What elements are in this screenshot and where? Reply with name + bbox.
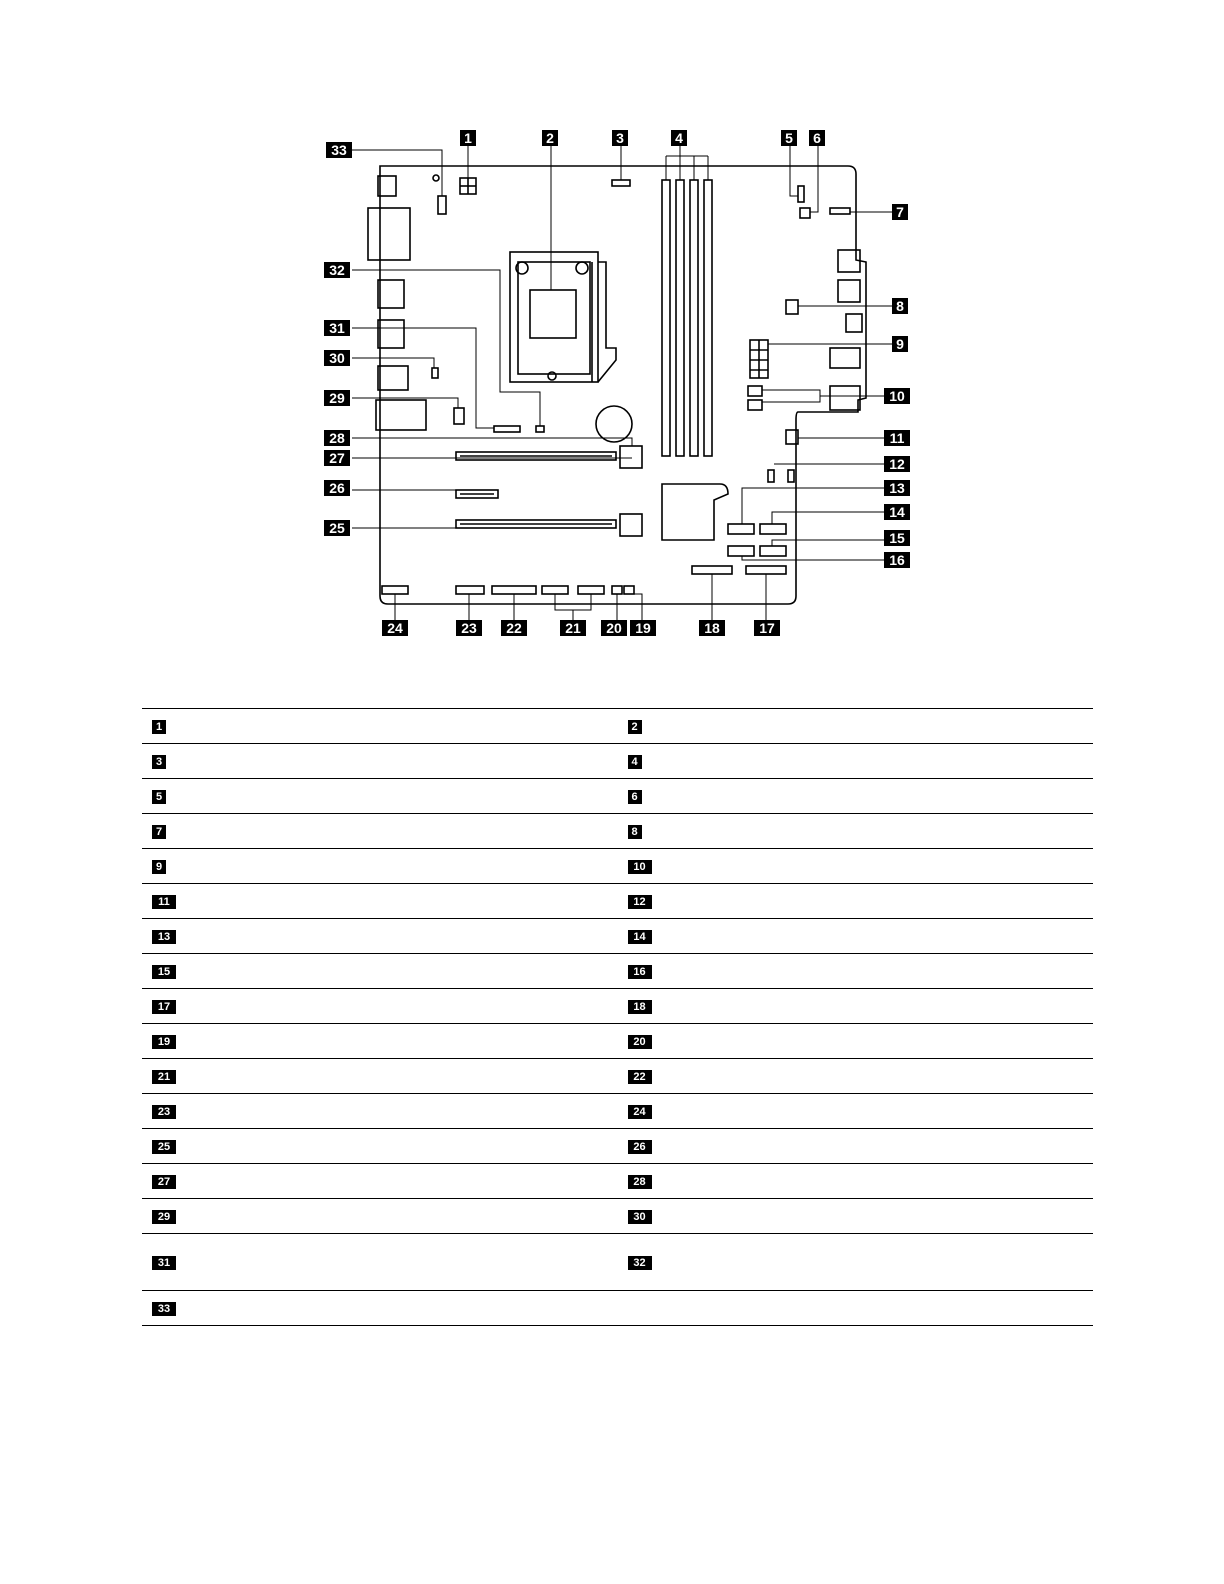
callout-1: [460, 130, 476, 146]
legend-cell-left: [142, 1024, 618, 1059]
callout-21: [560, 620, 586, 636]
legend-number-badge: 10: [628, 860, 652, 874]
legend-cell-left: [142, 1094, 618, 1129]
legend-cell-left: [142, 1129, 618, 1164]
svg-text:14: 14: [889, 504, 905, 520]
legend-number-badge: 22: [628, 1070, 652, 1084]
legend-number-badge: 15: [152, 965, 176, 979]
legend-row: [142, 814, 1093, 849]
legend-cell-left: [142, 744, 618, 779]
legend-number-badge: 24: [628, 1105, 652, 1119]
svg-text:8: 8: [896, 298, 904, 314]
legend-number-badge: 19: [152, 1035, 176, 1049]
svg-text:18: 18: [704, 620, 720, 636]
legend-row: [142, 954, 1093, 989]
svg-text:11: 11: [889, 430, 905, 446]
svg-text:25: 25: [329, 520, 345, 536]
legend-cell-right: [618, 1291, 1094, 1326]
legend-number-badge: 4: [628, 755, 642, 769]
legend-number-badge: 3: [152, 755, 166, 769]
legend-cell-right: [618, 1129, 1094, 1164]
svg-text:16: 16: [889, 552, 905, 568]
legend-number-badge: 29: [152, 1210, 176, 1224]
callout-2: [542, 130, 558, 146]
legend-cell-left: [142, 814, 618, 849]
callout-12: [884, 456, 910, 472]
legend-number-badge: 30: [628, 1210, 652, 1224]
power-connectors: [748, 300, 798, 482]
legend-row: [142, 779, 1093, 814]
callout-6: [809, 130, 825, 146]
legend-number-badge: 2: [628, 720, 642, 734]
svg-text:6: 6: [813, 130, 821, 146]
legend-row: [142, 849, 1093, 884]
callout-18: [699, 620, 725, 636]
legend-number-badge: 33: [152, 1302, 176, 1316]
svg-text:27: 27: [329, 450, 345, 466]
chipset-area: [662, 484, 728, 540]
legend-number-badge: 20: [628, 1035, 652, 1049]
callout-3: [612, 130, 628, 146]
legend-row: [142, 989, 1093, 1024]
legend-cell-left: [142, 954, 618, 989]
callout-23: [456, 620, 482, 636]
legend-row: [142, 884, 1093, 919]
legend-number-badge: 7: [152, 825, 166, 839]
legend-row: [142, 744, 1093, 779]
legend-number-badge: 25: [152, 1140, 176, 1154]
callout-4: [671, 130, 687, 146]
svg-text:3: 3: [616, 130, 624, 146]
svg-text:10: 10: [889, 388, 905, 404]
svg-text:20: 20: [606, 620, 622, 636]
callout-29: [324, 390, 350, 406]
legend-table: [142, 708, 1093, 1326]
callout-22: [501, 620, 527, 636]
callout-20: [601, 620, 627, 636]
legend-number-badge: 5: [152, 790, 166, 804]
coin-battery: [596, 406, 632, 442]
callout-28: [324, 430, 350, 446]
legend-cell-left: [142, 989, 618, 1024]
legend-row: [142, 1291, 1093, 1326]
legend-cell-right: [618, 884, 1094, 919]
callout-24: [382, 620, 408, 636]
legend-row: [142, 709, 1093, 744]
callout-15: [884, 530, 910, 546]
legend-number-badge: 9: [152, 860, 166, 874]
legend-number-badge: 28: [628, 1175, 652, 1189]
legend-number-badge: 27: [152, 1175, 176, 1189]
legend-row: [142, 1024, 1093, 1059]
svg-text:33: 33: [331, 142, 347, 158]
svg-text:29: 29: [329, 390, 345, 406]
callout-17: [754, 620, 780, 636]
legend-cell-right: [618, 779, 1094, 814]
callout-8: [892, 298, 908, 314]
svg-text:17: 17: [759, 620, 775, 636]
legend-number-badge: 12: [628, 895, 652, 909]
legend-number-badge: 31: [152, 1256, 176, 1270]
svg-text:4: 4: [675, 130, 683, 146]
callout-32: [324, 262, 350, 278]
leader-lines: [352, 146, 892, 620]
callout-9: [892, 336, 908, 352]
svg-text:26: 26: [329, 480, 345, 496]
callout-31: [324, 320, 350, 336]
callout-27: [324, 450, 350, 466]
legend-number-badge: 13: [152, 930, 176, 944]
legend-cell-left: [142, 1199, 618, 1234]
legend-cell-right: [618, 849, 1094, 884]
legend-cell-left: [142, 884, 618, 919]
svg-text:19: 19: [635, 620, 651, 636]
callout-16: [884, 552, 910, 568]
callout-33: [326, 142, 352, 158]
rear-io-ports: [368, 176, 426, 430]
svg-text:5: 5: [785, 130, 793, 146]
legend-number-badge: 11: [152, 895, 176, 909]
svg-text:30: 30: [329, 350, 345, 366]
svg-text:15: 15: [889, 530, 905, 546]
legend-number-badge: 23: [152, 1105, 176, 1119]
legend-cell-left: [142, 1164, 618, 1199]
legend-cell-right: [618, 1059, 1094, 1094]
callout-26: [324, 480, 350, 496]
legend-row: [142, 1094, 1093, 1129]
callout-5: [781, 130, 797, 146]
svg-text:28: 28: [329, 430, 345, 446]
legend-cell-left: [142, 709, 618, 744]
top-connectors: [433, 175, 810, 218]
legend-number-badge: 17: [152, 1000, 176, 1014]
svg-text:31: 31: [329, 320, 345, 336]
legend-row: [142, 1059, 1093, 1094]
motherboard-diagram: [0, 0, 1224, 660]
callout-7: [892, 204, 908, 220]
board-outline: [380, 166, 866, 604]
bottom-connectors: [382, 566, 786, 594]
legend-number-badge: 32: [628, 1256, 652, 1270]
legend-cell-right: [618, 954, 1094, 989]
left-headers: [432, 368, 544, 432]
legend-row: [142, 1129, 1093, 1164]
legend-row: [142, 1164, 1093, 1199]
legend-number-badge: 6: [628, 790, 642, 804]
legend-cell-left: [142, 919, 618, 954]
legend-cell-left: [142, 1059, 618, 1094]
svg-text:7: 7: [896, 204, 904, 220]
svg-text:1: 1: [464, 130, 472, 146]
legend-number-badge: 14: [628, 930, 652, 944]
legend-number-badge: 18: [628, 1000, 652, 1014]
expansion-slots: [456, 446, 642, 536]
legend-cell-right: [618, 814, 1094, 849]
svg-text:24: 24: [387, 620, 403, 636]
callout-14: [884, 504, 910, 520]
callout-13: [884, 480, 910, 496]
legend-cell-left: [142, 1291, 618, 1326]
svg-text:12: 12: [889, 456, 905, 472]
svg-text:9: 9: [896, 336, 904, 352]
legend-number-badge: 8: [628, 825, 642, 839]
legend-number-badge: 1: [152, 720, 166, 734]
svg-text:32: 32: [329, 262, 345, 278]
legend-row: [142, 919, 1093, 954]
legend-cell-right: [618, 1094, 1094, 1129]
legend-row: [142, 1234, 1093, 1291]
legend-cell-right: [618, 1234, 1094, 1291]
legend-cell-right: [618, 989, 1094, 1024]
svg-text:21: 21: [565, 620, 581, 636]
legend-cell-left: [142, 779, 618, 814]
callout-30: [324, 350, 350, 366]
legend-cell-left: [142, 849, 618, 884]
callout-25: [324, 520, 350, 536]
right-edge-connectors: [830, 208, 862, 410]
legend-number-badge: 21: [152, 1070, 176, 1084]
legend-cell-right: [618, 709, 1094, 744]
legend-number-badge: 26: [628, 1140, 652, 1154]
svg-text:13: 13: [889, 480, 905, 496]
callout-19: [630, 620, 656, 636]
svg-text:2: 2: [546, 130, 554, 146]
svg-text:23: 23: [461, 620, 477, 636]
callout-10: [884, 388, 910, 404]
legend-cell-right: [618, 1024, 1094, 1059]
svg-text:22: 22: [506, 620, 522, 636]
memory-slots: [662, 180, 712, 456]
legend-cell-right: [618, 1164, 1094, 1199]
legend-cell-right: [618, 744, 1094, 779]
legend-cell-right: [618, 1199, 1094, 1234]
callout-11: [884, 430, 910, 446]
cpu-socket: [510, 252, 616, 382]
legend-row: [142, 1199, 1093, 1234]
legend-number-badge: 16: [628, 965, 652, 979]
legend-cell-right: [618, 919, 1094, 954]
legend-cell-left: [142, 1234, 618, 1291]
